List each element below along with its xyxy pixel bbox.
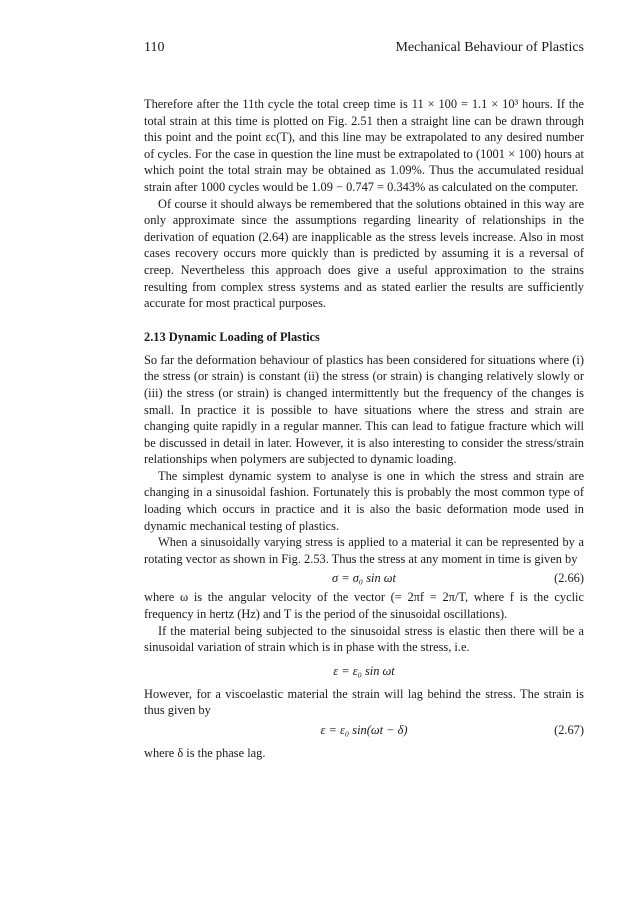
paragraph: The simplest dynamic system to analyse is one in which the stress and strain are changing in a sinusoidal fashion. Fortunately this is probably the most common type of loading which occurs in practice and it is also the basic deformation mode used in dynamic mechanical testing of plastics.	[144, 468, 584, 533]
equation	[144, 721, 584, 739]
body-text	[144, 96, 584, 762]
paragraph: However, for a viscoelastic material the strain will lag behind the stress. The strain is thus given by	[144, 686, 584, 718]
equation-formula: ε = ε₀ sin ωt	[333, 663, 395, 678]
paragraph: So far the deformation behaviour of plastics has been considered for situations where (i) the stress (or strain) is constant (ii) the stress (or strain) is changing relatively slowly or (iii) the stress (or strain) is changed intermittently but the frequency of the changes is small. In practice it is possible to have situations where the stress and strain are changing quite rapidly in a regular manner. This can lead to fatigue fracture which will be discussed in detail in later. However, it is also interesting to consider the stress/strain relationships when polymers are subjected to dynamic loading.	[144, 352, 584, 467]
paragraph: Therefore after the 11th cycle the total creep time is 11 × 100 = 1.1 × 10³ hours. If the total strain at this time is plotted on Fig. 2.51 then a straight line can be drawn through this point and the point εc(T), and this line may be extrapolated to any desired number of cycles. For the case in question the line must be extrapolated to (1001 × 100) hours at which point the total strain may be obtained as 1.09%. Thus the accumulated residual strain after 1000 cycles would be 1.09 − 0.747 = 0.343% as calculated on the computer.	[144, 97, 584, 194]
paragraph: Of course it should always be remembered that the solutions obtained in this way are only approximate since the assumptions regarding linearity of relationships in the derivation of equation (2.64) are inapplicable as the stress levels increase. Also in most cases recovery occurs more quickly than is predicted by assuming it is a reversal of creep. Nevertheless this approach does give a useful approximation to the strains resulting from complex stress systems and as stated earlier the results are sufficiently accurate for most practical purposes.	[144, 196, 584, 311]
equation	[144, 569, 584, 587]
equation-formula: σ = σ₀ sin ωt	[332, 571, 396, 586]
paragraph: where ω is the angular velocity of the vector (= 2πf = 2π/T, where f is the cyclic frequency in hertz (Hz) and T is the period of the sinusoidal oscillations).	[144, 590, 584, 622]
section-heading: 2.13 Dynamic Loading of Plastics	[144, 329, 320, 344]
paragraph: When a sinusoidally varying stress is applied to a material it can be represented by a rotating vector as shown in Fig. 2.53. Thus the stress at any moment in time is given by	[144, 535, 584, 566]
paragraph: If the material being subjected to the sinusoidal stress is elastic then there will be a sinusoidal variation of strain which is in phase with the stress, i.e.	[144, 623, 584, 655]
page-header	[144, 40, 584, 60]
running-title: Mechanical Behaviour of Plastics	[395, 40, 584, 55]
equation-formula: ε = ε₀ sin(ωt − δ)	[320, 723, 408, 737]
page-number: 110	[144, 40, 165, 55]
equation	[144, 662, 584, 680]
paragraph: where δ is the phase lag.	[144, 746, 266, 760]
equation-number: (2.67)	[554, 723, 584, 737]
equation-number: (2.66)	[554, 571, 584, 586]
